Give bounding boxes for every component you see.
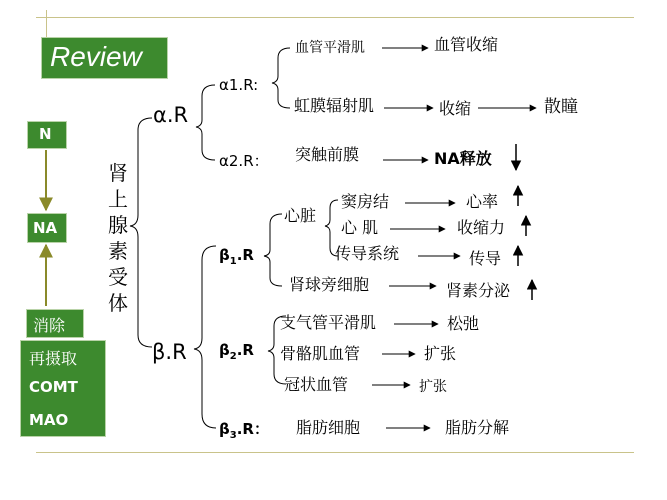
alpha1-label: α1.R: <box>219 76 259 94</box>
alpha1-tissue-2: 虹膜辐射肌 <box>294 96 375 115</box>
beta3-effect: 脂肪分解 <box>445 418 510 437</box>
na-label: NA <box>33 219 58 237</box>
beta3-tissue: 脂肪细胞 <box>296 418 361 437</box>
elimination-label: 消除 <box>33 316 66 335</box>
beta2-tissue-2: 骨骼肌血管 <box>280 344 361 363</box>
heart-tissue-2: 心 肌 <box>341 218 379 237</box>
alpha1-effect-2: 收缩 <box>439 99 472 118</box>
beta2-label: $\beta_2.R$ <box>219 341 254 362</box>
heart-tissue-1: 窦房结 <box>341 192 390 211</box>
page-title: Review <box>50 41 142 72</box>
alpha-receptor: α.R <box>153 103 189 127</box>
alpha1-effect-1: 血管收缩 <box>434 35 499 54</box>
heart-tissue-3: 传导系统 <box>335 244 400 263</box>
brace-alpha <box>196 85 215 160</box>
receptor-label: 肾 上 腺 素 受 体 <box>108 161 128 315</box>
alpha1-tissue-1: 血管平滑肌 <box>295 40 365 56</box>
heart-effect-2: 收缩力 <box>457 218 506 237</box>
beta2-effect-1: 松弛 <box>447 314 480 333</box>
beta1-label: $\beta_1.R$ <box>219 246 254 267</box>
alpha1-result: 散瞳 <box>544 97 578 117</box>
n-label: N <box>39 125 52 143</box>
beta2-effect-2: 扩张 <box>424 344 457 363</box>
beta2-effect-3: 扩张 <box>419 379 447 395</box>
method-comt: COMT <box>29 378 78 396</box>
kidney-tissue: 肾球旁细胞 <box>289 275 370 294</box>
alpha2-tissue: 突触前膜 <box>295 145 360 164</box>
beta-receptor: β.R <box>152 340 187 364</box>
alpha2-effect: NA释放 <box>434 149 492 168</box>
kidney-effect: 肾素分泌 <box>446 281 511 300</box>
beta3-label: $\beta_3.R$： <box>219 420 269 441</box>
brace-receptor <box>130 118 152 347</box>
method-mao: MAO <box>29 411 69 429</box>
heart-label: 心脏 <box>284 206 317 225</box>
heart-effect-1: 心率 <box>466 192 499 211</box>
beta2-tissue-3: 冠状血管 <box>284 375 349 394</box>
brace-b1 <box>264 214 282 286</box>
beta2-tissue-1: 支气管平滑肌 <box>280 313 377 332</box>
brace-beta <box>194 246 216 428</box>
heart-effect-3: 传导 <box>469 249 502 268</box>
brace-a1 <box>272 48 290 108</box>
alpha2-label: α2.R： <box>219 152 269 170</box>
method-reuptake: 再摄取 <box>29 349 78 368</box>
